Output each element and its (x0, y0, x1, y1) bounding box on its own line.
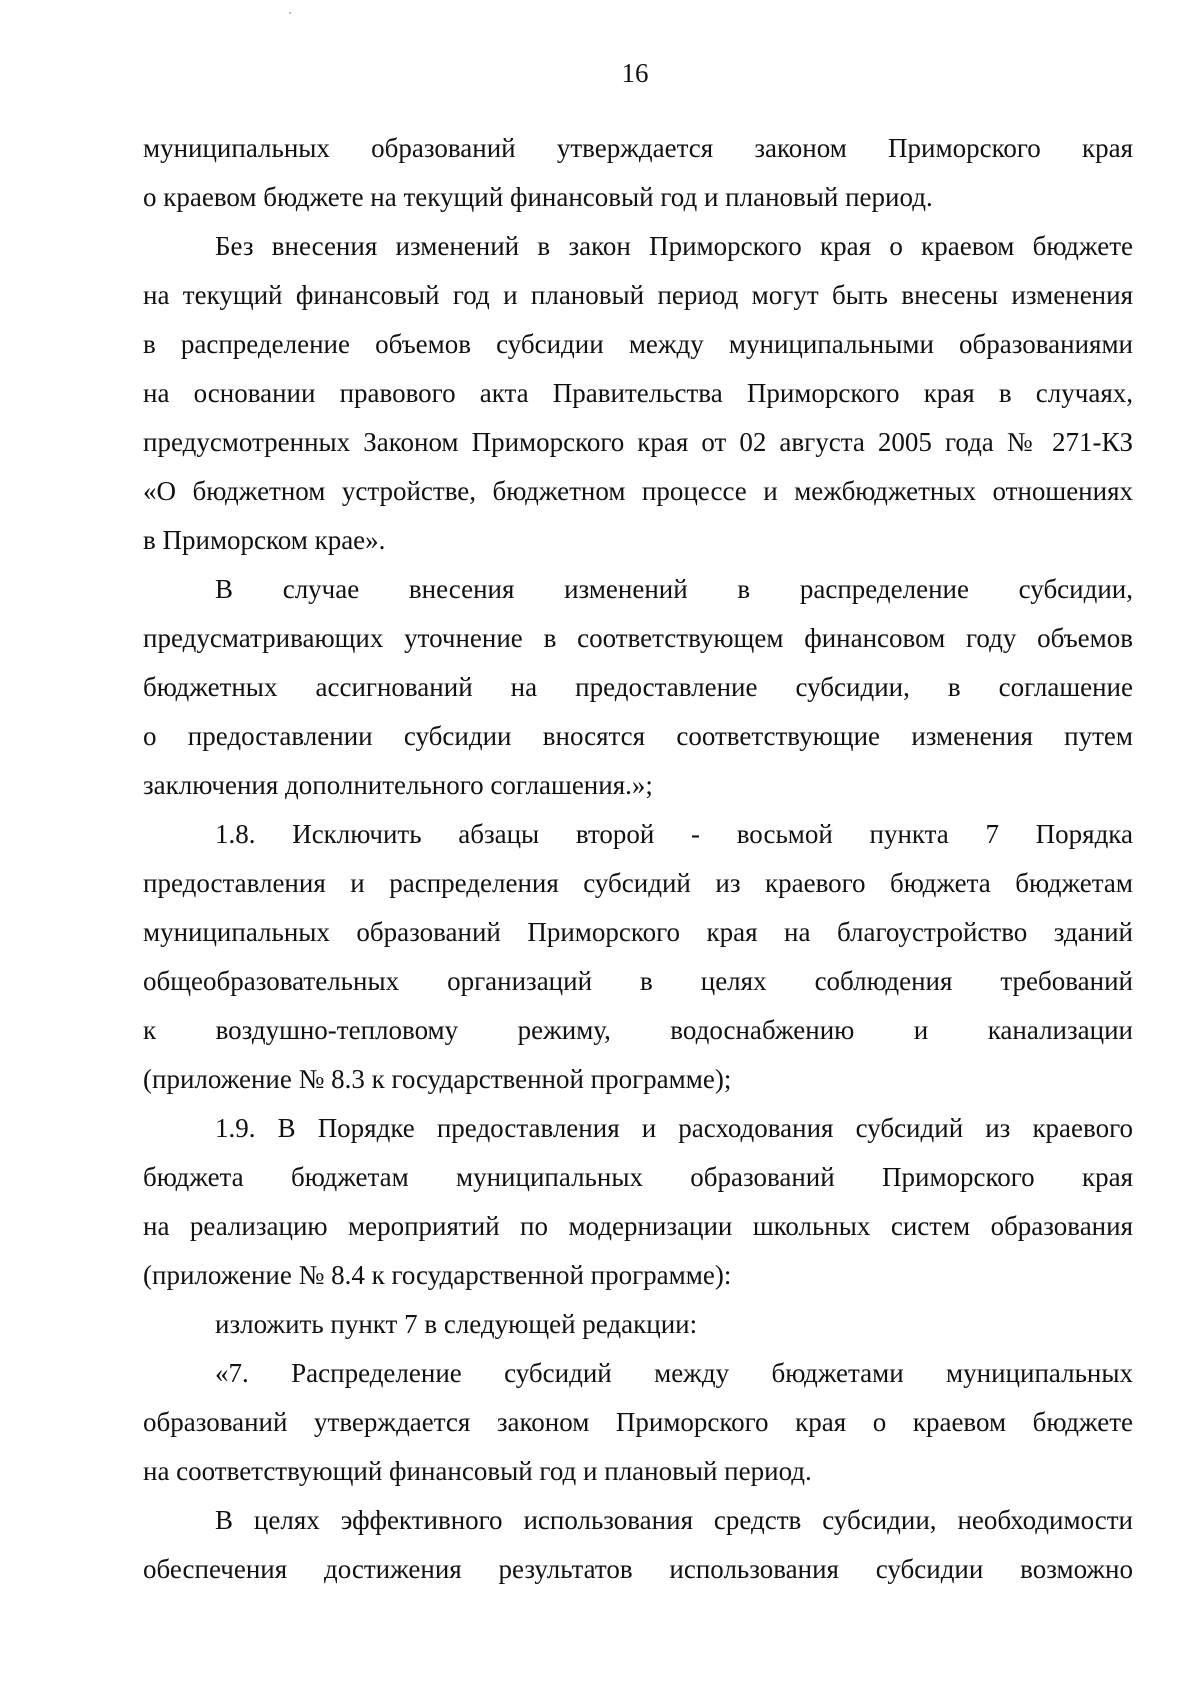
text-line: на текущий финансовый год и плановый период могут быть внесены изменения (143, 280, 1133, 310)
paragraph (143, 222, 1133, 565)
text-line: изложить пункт 7 в следующей редакции: (215, 1309, 698, 1339)
text-line: на соответствующий финансовый год и плановый период. (143, 1456, 812, 1486)
paragraph (143, 1349, 1133, 1496)
text-line: В случае внесения изменений в распределение субсидии, (215, 574, 1133, 604)
text-line: на реализацию мероприятий по модернизации школьных систем образования (143, 1211, 1133, 1241)
text-line: образований утверждается законом Приморского края о краевом бюджете (143, 1407, 1133, 1437)
text-line: заключения дополнительного соглашения.»; (143, 770, 653, 800)
text-line: В целях эффективного использования средств субсидии, необходимости (215, 1505, 1133, 1535)
text-line: (приложение № 8.3 к государственной программе); (143, 1064, 732, 1094)
scan-speck (289, 12, 291, 14)
text-line: 1.8. Исключить абзацы второй - восьмой пункта 7 Порядка (215, 819, 1133, 849)
text-line: бюджетных ассигнований на предоставление субсидии, в соглашение (143, 672, 1133, 702)
page-number: 16 (621, 58, 649, 88)
paragraph (143, 565, 1133, 810)
text-line: к воздушно-тепловому режиму, водоснабжению и канализации (143, 1015, 1133, 1045)
text-line: о краевом бюджете на текущий финансовый год и плановый период. (143, 182, 933, 212)
document-body (143, 124, 1133, 1594)
text-line: обеспечения достижения результатов использования субсидии возможно (143, 1554, 1133, 1584)
paragraph (143, 810, 1133, 1104)
text-line: предусматривающих уточнение в соответствующем финансовом году объемов (143, 623, 1133, 653)
text-line: (приложение № 8.4 к государственной программе): (143, 1260, 732, 1290)
text-line: «О бюджетном устройстве, бюджетном процессе и межбюджетных отношениях (143, 476, 1133, 506)
paragraph (143, 1300, 1133, 1349)
text-line: на основании правового акта Правительства Приморского края в случаях, (143, 378, 1133, 408)
text-line: в Приморском крае». (143, 525, 386, 555)
text-line: о предоставлении субсидии вносятся соответствующие изменения путем (143, 721, 1133, 751)
paragraph (143, 1104, 1133, 1300)
text-line: «7. Распределение субсидий между бюджетами муниципальных (215, 1358, 1133, 1388)
text-line: бюджета бюджетам муниципальных образований Приморского края (143, 1162, 1133, 1192)
paragraph (143, 124, 1133, 222)
text-line: в распределение объемов субсидии между муниципальными образованиями (143, 329, 1133, 359)
text-line: общеобразовательных организаций в целях соблюдения требований (143, 966, 1133, 996)
text-line: предусмотренных Законом Приморского края от 02 августа 2005 года № 271-КЗ (143, 427, 1133, 457)
text-line: Без внесения изменений в закон Приморского края о краевом бюджете (215, 231, 1133, 261)
paragraph (143, 1496, 1133, 1594)
text-line: предоставления и распределения субсидий из краевого бюджета бюджетам (143, 868, 1133, 898)
text-line: муниципальных образований Приморского края на благоустройство зданий (143, 917, 1133, 947)
text-line: муниципальных образований утверждается законом Приморского края (143, 133, 1133, 163)
text-line: 1.9. В Порядке предоставления и расходования субсидий из краевого (215, 1113, 1133, 1143)
